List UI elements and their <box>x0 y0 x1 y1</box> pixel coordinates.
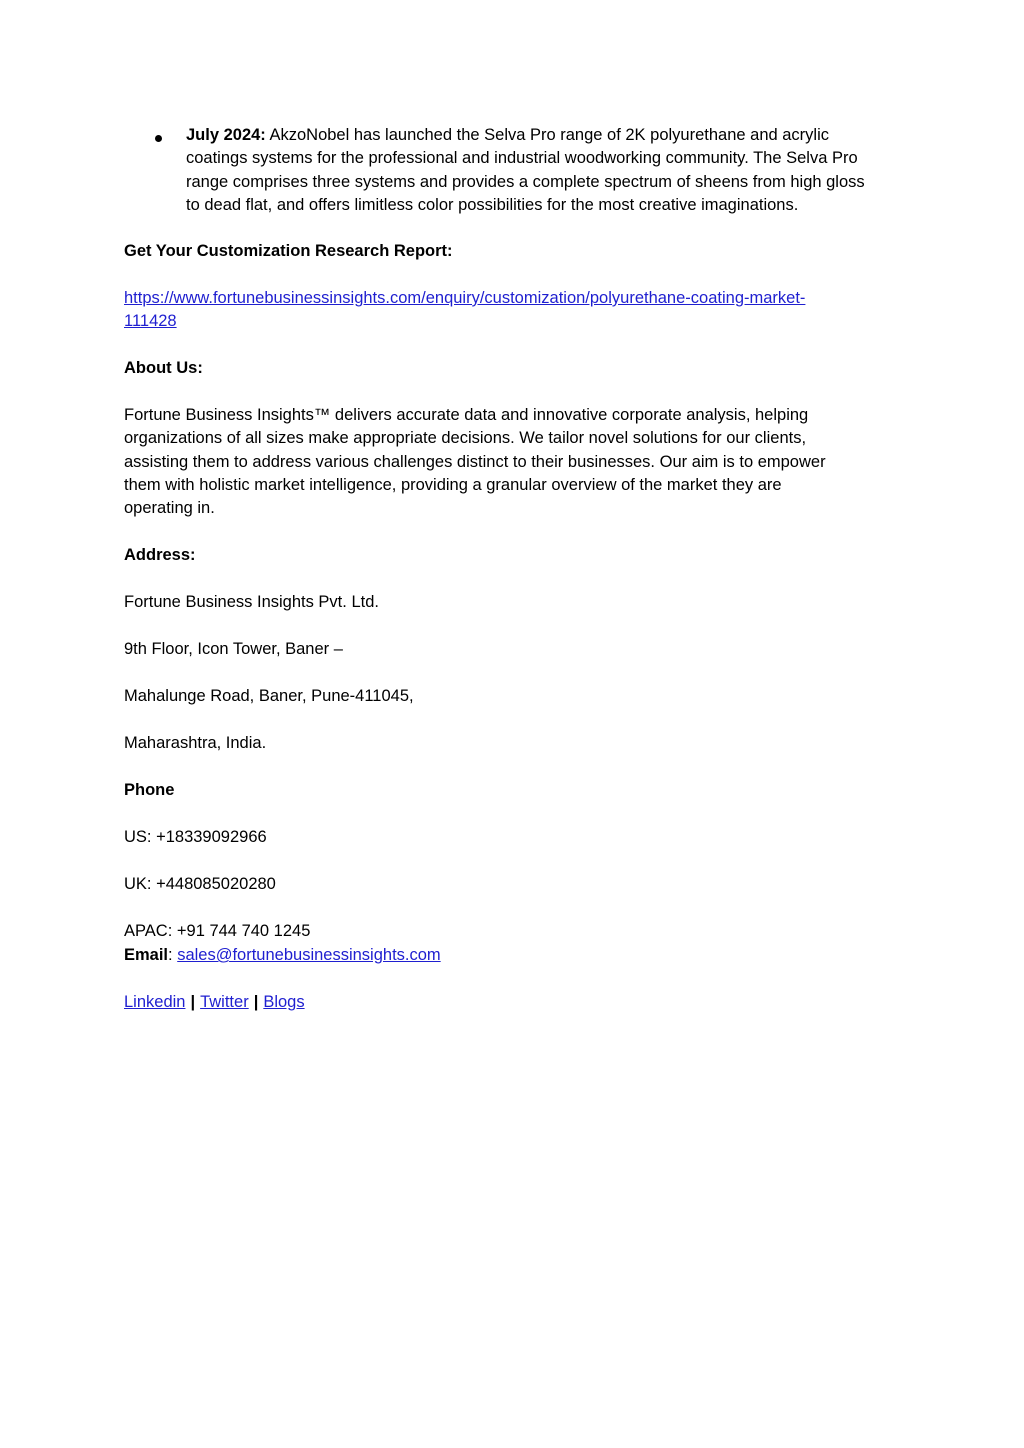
phone-apac: APAC: +91 744 740 1245 <box>124 922 311 940</box>
about-line-5: operating in. <box>124 499 215 518</box>
customization-heading: Get Your Customization Research Report: <box>124 242 453 260</box>
email-row <box>124 944 914 967</box>
bullet-icon <box>155 135 162 142</box>
news-line-1 <box>186 124 906 147</box>
news-date: July 2024: <box>186 126 266 144</box>
address-company: Fortune Business Insights Pvt. Ltd. <box>124 593 379 611</box>
news-line-4: to dead flat, and offers limitless color possibilities for the most creative imaginations. <box>186 195 799 214</box>
about-line-1: Fortune Business Insights™ delivers accurate data and innovative corporate analysis, helping <box>124 406 809 424</box>
address-heading: Address: <box>124 546 196 564</box>
email-separator: : <box>168 946 178 964</box>
news-item <box>186 124 906 217</box>
about-line-4: them with holistic market intelligence, providing a granular overview of the market they are <box>124 475 782 494</box>
news-line-3: range comprises three systems and provides a complete spectrum of sheens from high gloss <box>186 172 865 191</box>
address-line-2: Mahalunge Road, Baner, Pune-411045, <box>124 687 414 705</box>
linkedin-link[interactable]: Linkedin <box>124 993 186 1011</box>
social-divider-2: | <box>253 993 259 1011</box>
customization-link-block <box>124 287 914 334</box>
customization-link-line-1[interactable]: https://www.fortunebusinessinsights.com/enquiry/customization/polyurethane-coating-market- <box>124 289 806 307</box>
twitter-link[interactable]: Twitter <box>200 993 249 1011</box>
about-heading: About Us: <box>124 359 203 377</box>
phone-us: US: +18339092966 <box>124 828 267 846</box>
social-divider-1: | <box>190 993 196 1011</box>
email-label: Email <box>124 946 169 964</box>
about-line-3: assisting them to address various challenges distinct to their businesses. Our aim is to empower <box>124 452 826 471</box>
address-line-3: Maharashtra, India. <box>124 734 267 752</box>
news-line-2: coatings systems for the professional and industrial woodworking community. The Selva Pro <box>186 149 858 168</box>
about-line-2: organizations of all sizes make appropriate decisions. We tailor novel solutions for our clients, <box>124 429 807 448</box>
phone-uk: UK: +448085020280 <box>124 875 276 893</box>
email-link[interactable]: sales@fortunebusinessinsights.com <box>177 946 441 964</box>
news-text: AkzoNobel has launched the Selva Pro range of 2K polyurethane and acrylic <box>265 126 830 144</box>
customization-link-line-2[interactable]: 111428 <box>124 312 177 331</box>
address-line-1: 9th Floor, Icon Tower, Baner – <box>124 640 343 658</box>
blogs-link[interactable]: Blogs <box>263 993 305 1011</box>
about-paragraph <box>124 404 914 520</box>
social-links <box>124 991 914 1014</box>
phone-heading: Phone <box>124 781 175 799</box>
